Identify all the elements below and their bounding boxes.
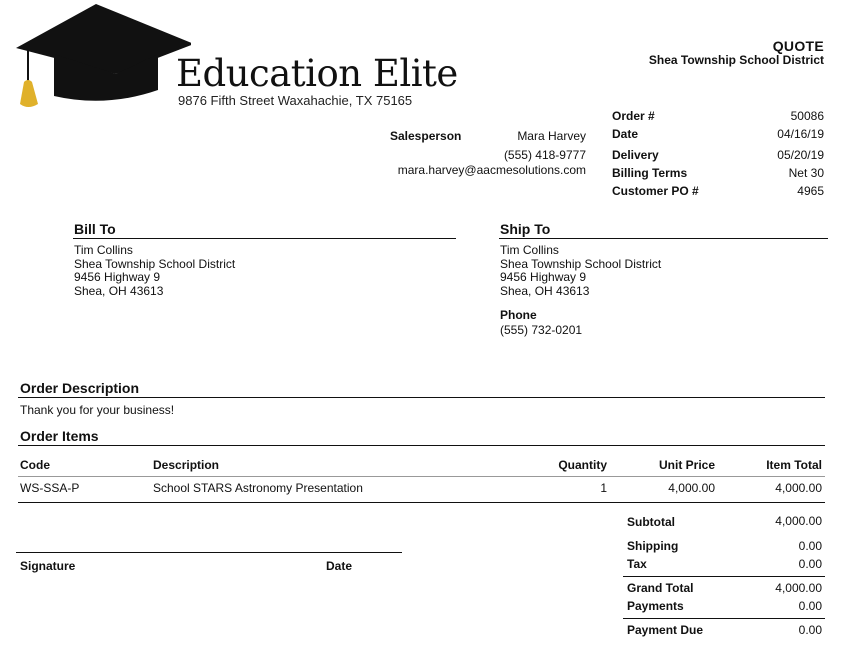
- tax-value: 0.00: [798, 557, 822, 571]
- payment-due-label: Payment Due: [627, 623, 704, 637]
- order-items-divider: [18, 445, 825, 446]
- column-header-quantity: Quantity: [558, 458, 607, 472]
- bill-to-address: [74, 244, 235, 298]
- shipping-label: Shipping: [627, 539, 679, 553]
- bill-to-city: Shea, OH 43613: [74, 283, 164, 298]
- order-number-label: Order #: [612, 109, 655, 123]
- company-address: 9876 Fifth Street Waxahachie, TX 75165: [178, 93, 413, 108]
- salesperson-email[interactable]: mara.harvey@aacmesolutions.com: [397, 163, 586, 177]
- column-header-item-total: Item Total: [766, 458, 822, 472]
- bill-to-heading: Bill To: [74, 221, 116, 237]
- ship-to-phone-label: Phone: [500, 308, 537, 322]
- ship-to-divider: [499, 238, 828, 239]
- customer-po-label: Customer PO #: [612, 184, 699, 198]
- column-header-code: Code: [20, 458, 50, 472]
- salesperson-phone: (555) 418-9777: [503, 148, 586, 162]
- ship-to-org: Shea Township School District: [500, 256, 662, 271]
- grand-total-label: Grand Total: [627, 581, 694, 595]
- date-label: Date: [612, 127, 639, 141]
- ship-to-street: 9456 Highway 9: [500, 270, 587, 284]
- subtotal-value: 4,000.00: [775, 514, 822, 528]
- item-code: WS-SSA-P: [20, 481, 80, 495]
- order-description-divider: [18, 397, 825, 398]
- quote-title: QUOTE: [772, 38, 824, 54]
- quote-customer: Shea Township School District: [648, 53, 824, 67]
- column-header-unit-price: Unit Price: [658, 458, 715, 472]
- delivery-value: 05/20/19: [777, 148, 824, 162]
- bill-to-name: Tim Collins: [74, 243, 133, 257]
- signature-label: Signature: [20, 559, 76, 573]
- bill-to-divider: [73, 238, 456, 239]
- bill-to-org: Shea Township School District: [74, 256, 236, 271]
- items-header-divider: [18, 476, 825, 477]
- item-total: 4,000.00: [775, 481, 822, 495]
- ship-to-address: [500, 244, 661, 298]
- table-row: [0, 481, 864, 497]
- payment-due-value: 0.00: [798, 623, 822, 637]
- ship-to-name: Tim Collins: [500, 243, 559, 257]
- items-bottom-divider: [18, 502, 825, 503]
- bill-to-street: 9456 Highway 9: [74, 270, 161, 284]
- payment-due-divider: [623, 618, 825, 619]
- salesperson-name: Mara Harvey: [517, 129, 586, 143]
- column-header-description: Description: [153, 458, 220, 472]
- signature-line: [16, 552, 402, 553]
- company-name: Education Elite: [176, 52, 458, 95]
- signature-date-label: Date: [326, 559, 353, 573]
- item-unit-price: 4,000.00: [668, 481, 715, 495]
- billing-terms-value: Net 30: [788, 166, 824, 180]
- delivery-label: Delivery: [612, 148, 659, 162]
- ship-to-phone: (555) 732-0201: [500, 323, 583, 337]
- billing-terms-label: Billing Terms: [612, 166, 688, 180]
- order-description-text: Thank you for your business!: [20, 403, 175, 417]
- salesperson-label: Salesperson: [390, 129, 462, 143]
- grand-total-divider: [623, 576, 825, 577]
- item-quantity: 1: [600, 481, 607, 495]
- order-items-heading: Order Items: [20, 428, 99, 444]
- payments-value: 0.00: [798, 599, 822, 613]
- item-description: School STARS Astronomy Presentation: [153, 481, 363, 495]
- ship-to-city: Shea, OH 43613: [500, 283, 590, 298]
- graduation-cap-logo-icon: [16, 4, 191, 112]
- subtotal-label: Subtotal: [627, 515, 675, 529]
- tax-label: Tax: [627, 557, 647, 571]
- grand-total-value: 4,000.00: [775, 581, 822, 595]
- date-value: 04/16/19: [777, 127, 824, 141]
- customer-po-value: 4965: [797, 184, 824, 198]
- ship-to-heading: Ship To: [500, 221, 551, 237]
- order-number-value: 50086: [790, 109, 824, 123]
- order-description-heading: Order Description: [20, 380, 140, 396]
- shipping-value: 0.00: [798, 539, 822, 553]
- payments-label: Payments: [627, 599, 684, 613]
